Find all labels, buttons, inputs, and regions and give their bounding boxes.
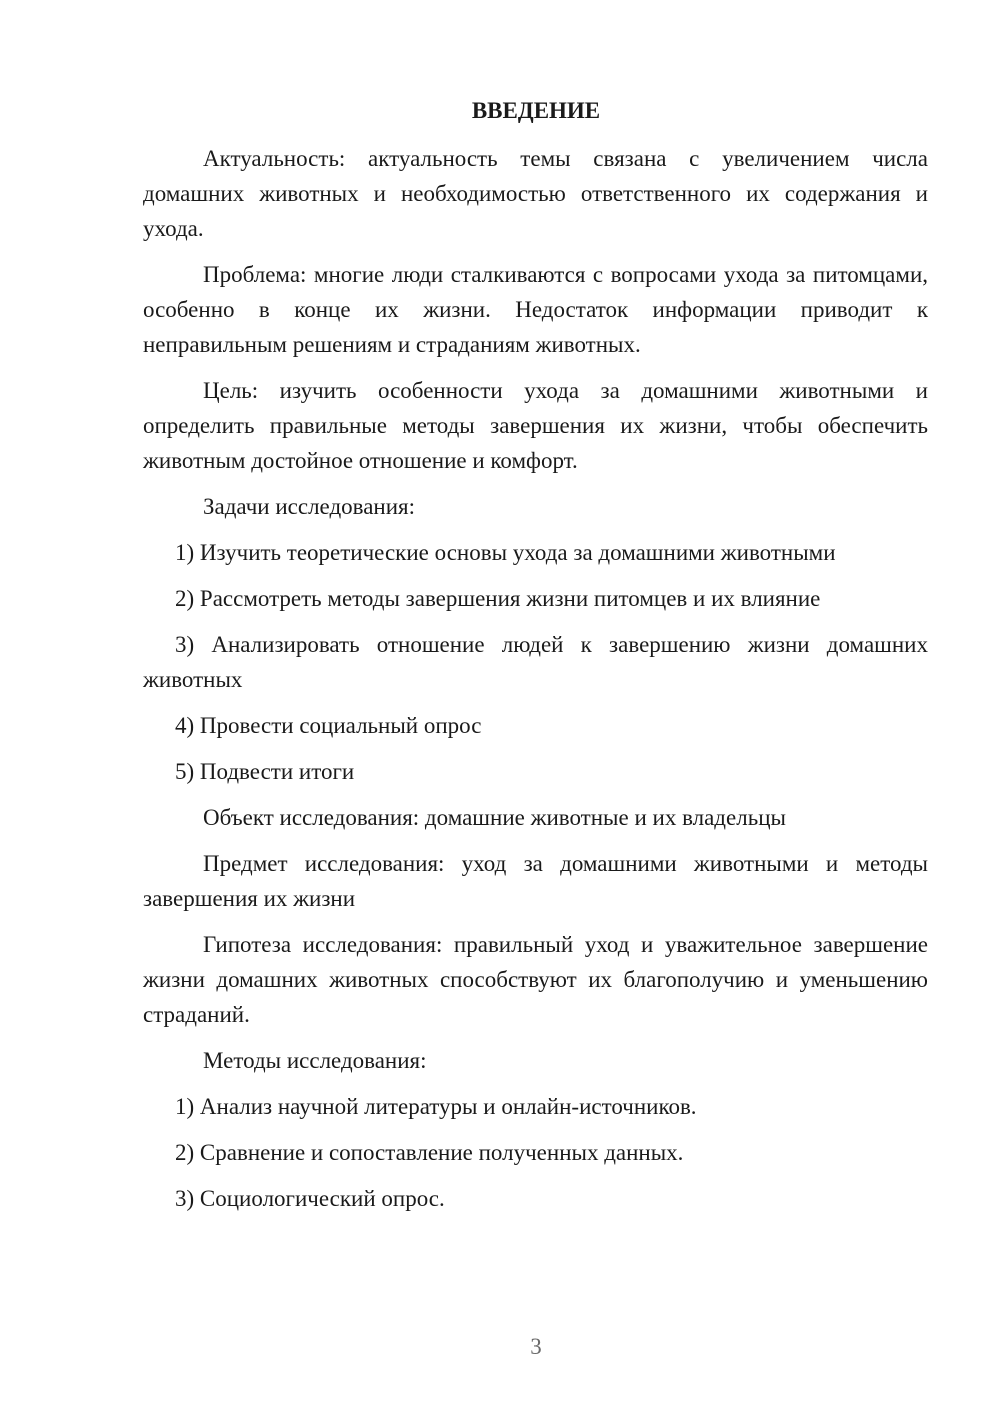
research-subject: Предмет исследования: уход за домашними животными и методы завершения их жизни	[143, 851, 928, 911]
paragraph-goal: Цель: изучить особенности ухода за домашними животными и определить правильные методы завершения их жизни, чтобы обеспечить животным достойное отношение и комфорт.	[143, 378, 928, 473]
research-object: Объект исследования: домашние животные и их владельцы	[203, 805, 786, 830]
paragraph-problem: Проблема: многие люди сталкиваются с вопросами ухода за питомцами, особенно в конце их жизни. Недостаток информации приводит к неправильным решениям и страданиям животных.	[143, 262, 928, 357]
section-title: ВВЕДЕНИЕ	[471, 98, 601, 123]
paragraph-relevance: Актуальность: актуальность темы связана с увеличением числа домашних животных и необходимостью ответственного их содержания и ухода.	[143, 146, 928, 241]
methods-heading: Методы исследования:	[203, 1048, 427, 1073]
task-item: 3) Анализировать отношение людей к завершению жизни домашних животных	[143, 632, 928, 692]
method-item: 3) Социологический опрос.	[175, 1186, 445, 1211]
research-hypothesis: Гипотеза исследования: правильный уход и уважительное завершение жизни домашних животных способствуют их благополучию и уменьшению страданий.	[143, 932, 928, 1027]
tasks-heading: Задачи исследования:	[203, 494, 416, 519]
method-item: 2) Сравнение и сопоставление полученных данных.	[175, 1140, 684, 1165]
task-item: 5) Подвести итоги	[175, 759, 355, 784]
task-item: 1) Изучить теоретические основы ухода за домашними животными	[175, 540, 836, 565]
task-item: 4) Провести социальный опрос	[175, 713, 482, 738]
page-number: 3	[530, 1334, 542, 1359]
task-item: 2) Рассмотреть методы завершения жизни питомцев и их влияние	[175, 586, 821, 611]
document-body	[143, 141, 928, 1227]
method-item: 1) Анализ научной литературы и онлайн-источников.	[175, 1094, 697, 1119]
